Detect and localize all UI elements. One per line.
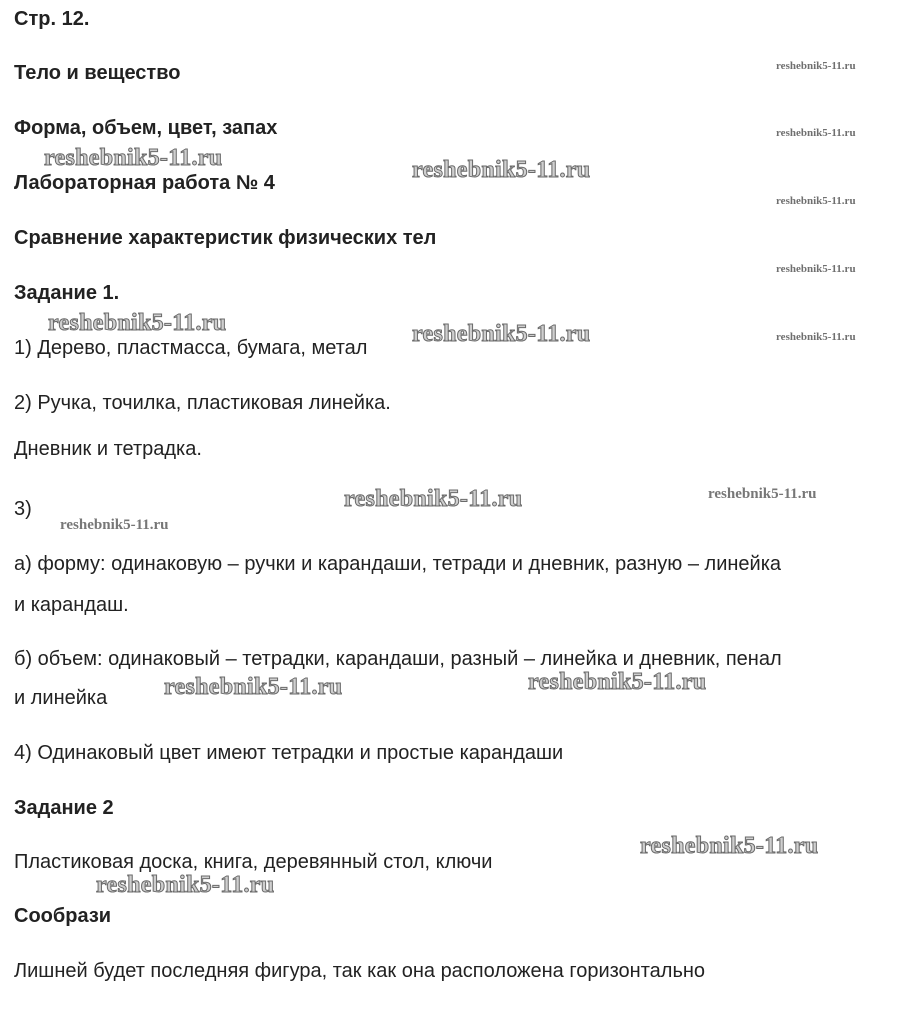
task1-item2b: Дневник и тетрадка. xyxy=(14,438,202,460)
watermark: reshebnik5-11.ru xyxy=(344,486,523,512)
watermark-medium: reshebnik5-11.ru xyxy=(708,486,817,502)
watermark-medium: reshebnik5-11.ru xyxy=(60,517,169,533)
task1-item2: 2) Ручка, точилка, пластиковая линейка. xyxy=(14,392,391,414)
watermark-small: reshebnik5-11.ru xyxy=(776,195,856,207)
task1-title: Задание 1. xyxy=(14,282,120,304)
lab-title: Лабораторная работа № 4 xyxy=(14,172,275,194)
watermark: reshebnik5-11.ru xyxy=(96,872,275,898)
task1-item4: 4) Одинаковый цвет имеют тетрадки и простые карандаши xyxy=(14,742,564,764)
watermark-small: reshebnik5-11.ru xyxy=(776,263,856,275)
task1-item3a-line2: и карандаш. xyxy=(14,594,129,616)
watermark: reshebnik5-11.ru xyxy=(44,145,223,171)
watermark: reshebnik5-11.ru xyxy=(640,833,819,859)
watermark: reshebnik5-11.ru xyxy=(164,674,343,700)
watermark: reshebnik5-11.ru xyxy=(412,157,591,183)
topic-title: Тело и вещество xyxy=(14,62,181,84)
task1-item3: 3) xyxy=(14,498,32,520)
subtopic-title: Форма, объем, цвет, запах xyxy=(14,117,278,139)
think-text: Лишней будет последняя фигура, так как она расположена горизонтально xyxy=(14,960,706,982)
watermark-small: reshebnik5-11.ru xyxy=(776,60,856,72)
task1-item3b-line2: и линейка xyxy=(14,687,108,709)
watermark-small: reshebnik5-11.ru xyxy=(776,331,856,343)
watermark: reshebnik5-11.ru xyxy=(528,669,707,695)
think-title: Сообрази xyxy=(14,905,112,927)
watermark: reshebnik5-11.ru xyxy=(48,310,227,336)
watermark-small: reshebnik5-11.ru xyxy=(776,127,856,139)
task1-item1: 1) Дерево, пластмасса, бумага, метал xyxy=(14,337,368,359)
task1-item3b-line1: б) объем: одинаковый – тетрадки, карандаши, разный – линейка и дневник, пенал xyxy=(14,648,782,670)
watermark: reshebnik5-11.ru xyxy=(412,321,591,347)
page-heading: Стр. 12. xyxy=(14,8,90,30)
task2-text: Пластиковая доска, книга, деревянный стол, ключи xyxy=(14,851,493,873)
task2-title: Задание 2 xyxy=(14,797,114,819)
lab-subject: Сравнение характеристик физических тел xyxy=(14,227,437,249)
task1-item3a-line1: а) форму: одинаковую – ручки и карандаши, тетради и дневник, разную – линейка xyxy=(14,553,782,575)
